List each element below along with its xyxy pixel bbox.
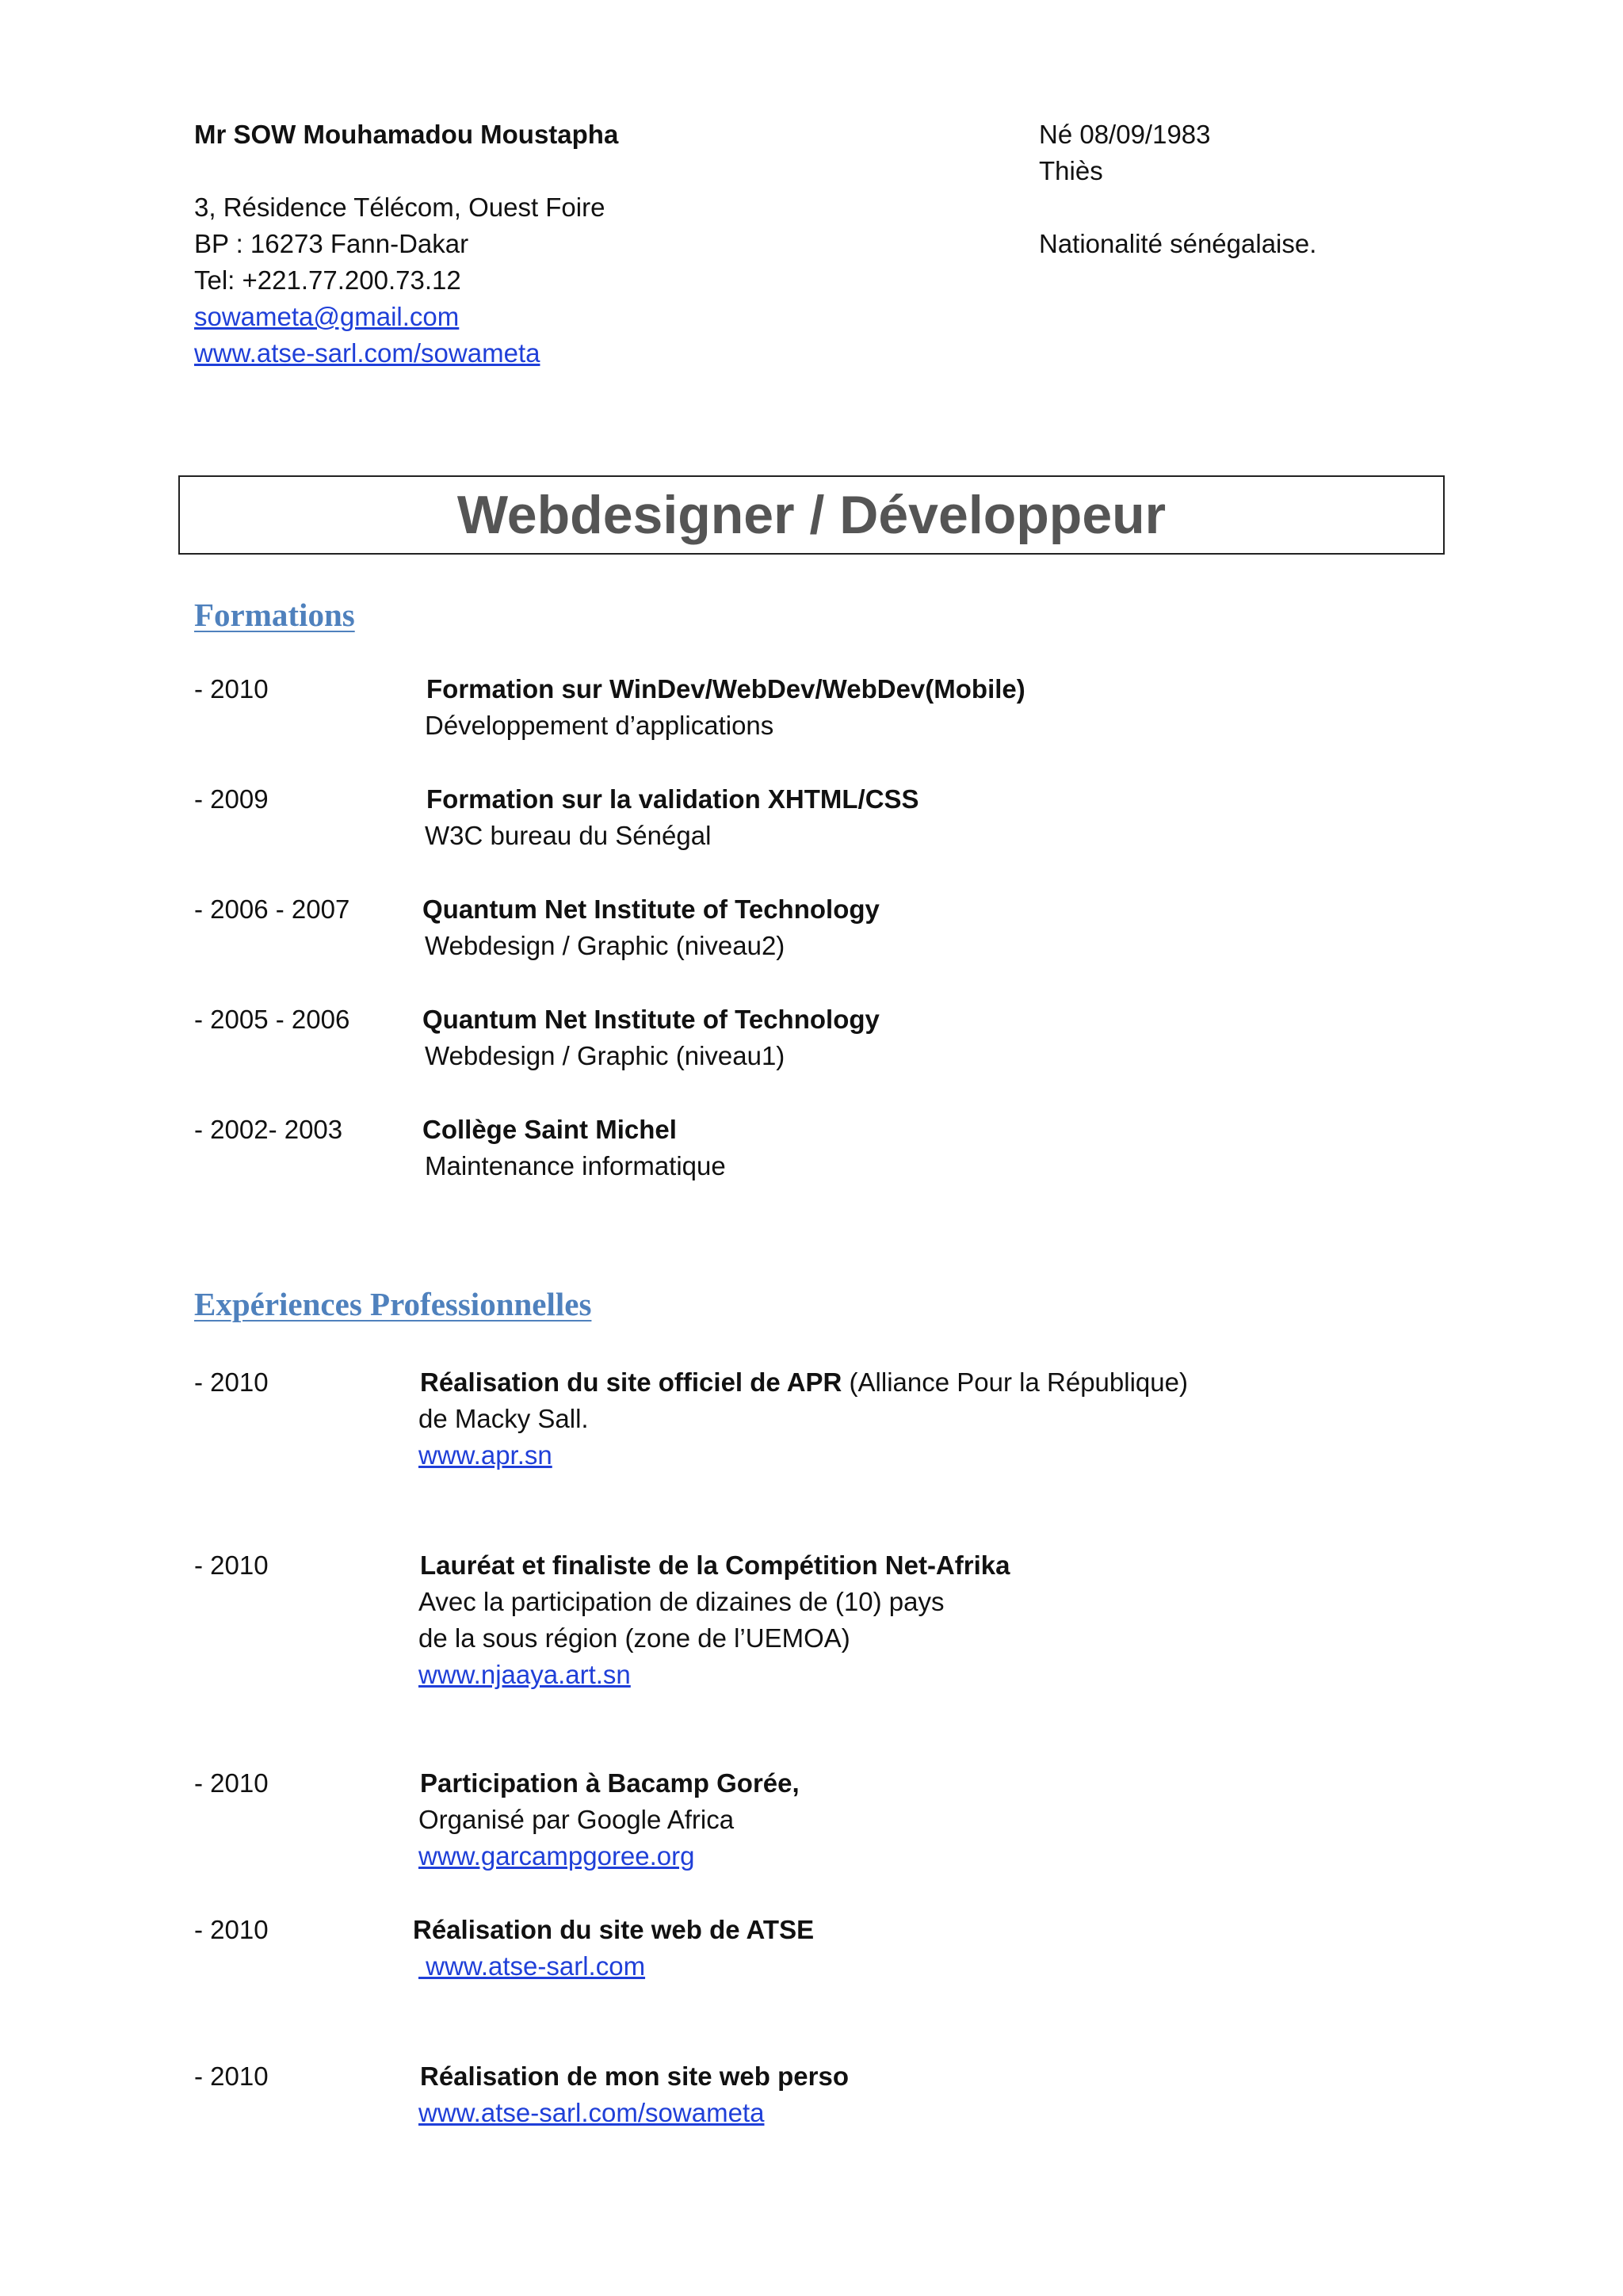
experience-title: Lauréat et finaliste de la Compétition Net-Afrika [420,1550,1010,1580]
formation-date: - 2005 - 2006 [194,1005,350,1034]
formation-date: - 2006 - 2007 [194,894,350,924]
formation-date: - 2009 [194,784,269,814]
formation-date: - 2010 [194,674,269,704]
experience-detail: de la sous région (zone de l’UEMOA) [418,1623,850,1653]
formation-title: Quantum Net Institute of Technology [422,1005,880,1034]
experience-link[interactable]: www.apr.sn [418,1440,552,1470]
formation-detail: Maintenance informatique [425,1151,726,1180]
address-line-2: BP : 16273 Fann-Dakar [194,229,469,258]
birth-date: Né 08/09/1983 [1039,120,1211,149]
formation-title: Quantum Net Institute of Technology [422,894,880,924]
experience-title: Participation à Bacamp Gorée, [420,1768,800,1798]
formation-detail: W3C bureau du Sénégal [425,821,712,850]
experience-link[interactable]: www.atse-sarl.com/sowameta [418,2098,765,2127]
experience-date: - 2010 [194,1915,269,1944]
experience-date: - 2010 [194,2061,269,2091]
formation-date: - 2002- 2003 [194,1115,343,1144]
candidate-name: Mr SOW Mouhamadou Moustapha [194,120,619,149]
formation-title: Formation sur WinDev/WebDev/WebDev(Mobile) [426,674,1025,704]
formation-title: Collège Saint Michel [422,1115,677,1144]
formations-heading: Formations [194,597,355,633]
experience-date: - 2010 [194,1367,269,1397]
nationality: Nationalité sénégalaise. [1039,229,1317,258]
experience-title-line [420,1364,1188,1401]
experience-date: - 2010 [194,1768,269,1798]
formation-detail: Webdesign / Graphic (niveau1) [425,1041,785,1070]
job-title-box [178,475,1445,555]
job-title: Webdesigner / Développeur [456,485,1167,545]
formation-detail: Webdesign / Graphic (niveau2) [425,931,785,960]
email-link[interactable]: sowameta@gmail.com [194,302,460,331]
experience-title: Réalisation du site web de ATSE [413,1915,815,1944]
experience-link[interactable]: www.njaaya.art.sn [418,1660,631,1689]
address-line-1: 3, Résidence Télécom, Ouest Foire [194,193,605,222]
formation-title: Formation sur la validation XHTML/CSS [426,784,919,814]
experience-detail: Organisé par Google Africa [418,1805,735,1834]
website-link[interactable]: www.atse-sarl.com/sowameta [194,338,540,368]
experience-title-detail: (Alliance Pour la République) [842,1367,1188,1397]
formation-detail: Développement d’applications [425,711,774,740]
experience-title: Réalisation de mon site web perso [420,2061,849,2091]
phone-number: Tel: +221.77.200.73.12 [194,265,461,295]
experience-date: - 2010 [194,1550,269,1580]
experience-detail: de Macky Sall. [418,1404,589,1433]
experience-title: Réalisation du site officiel de APR [420,1367,842,1397]
birth-city: Thiès [1039,156,1103,185]
experience-link[interactable]: www.garcampgoree.org [418,1841,695,1871]
experiences-heading: Expériences Professionnelles [194,1286,592,1322]
experience-link[interactable]: www.atse-sarl.com [418,1951,646,1981]
experience-detail: Avec la participation de dizaines de (10) pays [418,1587,945,1616]
